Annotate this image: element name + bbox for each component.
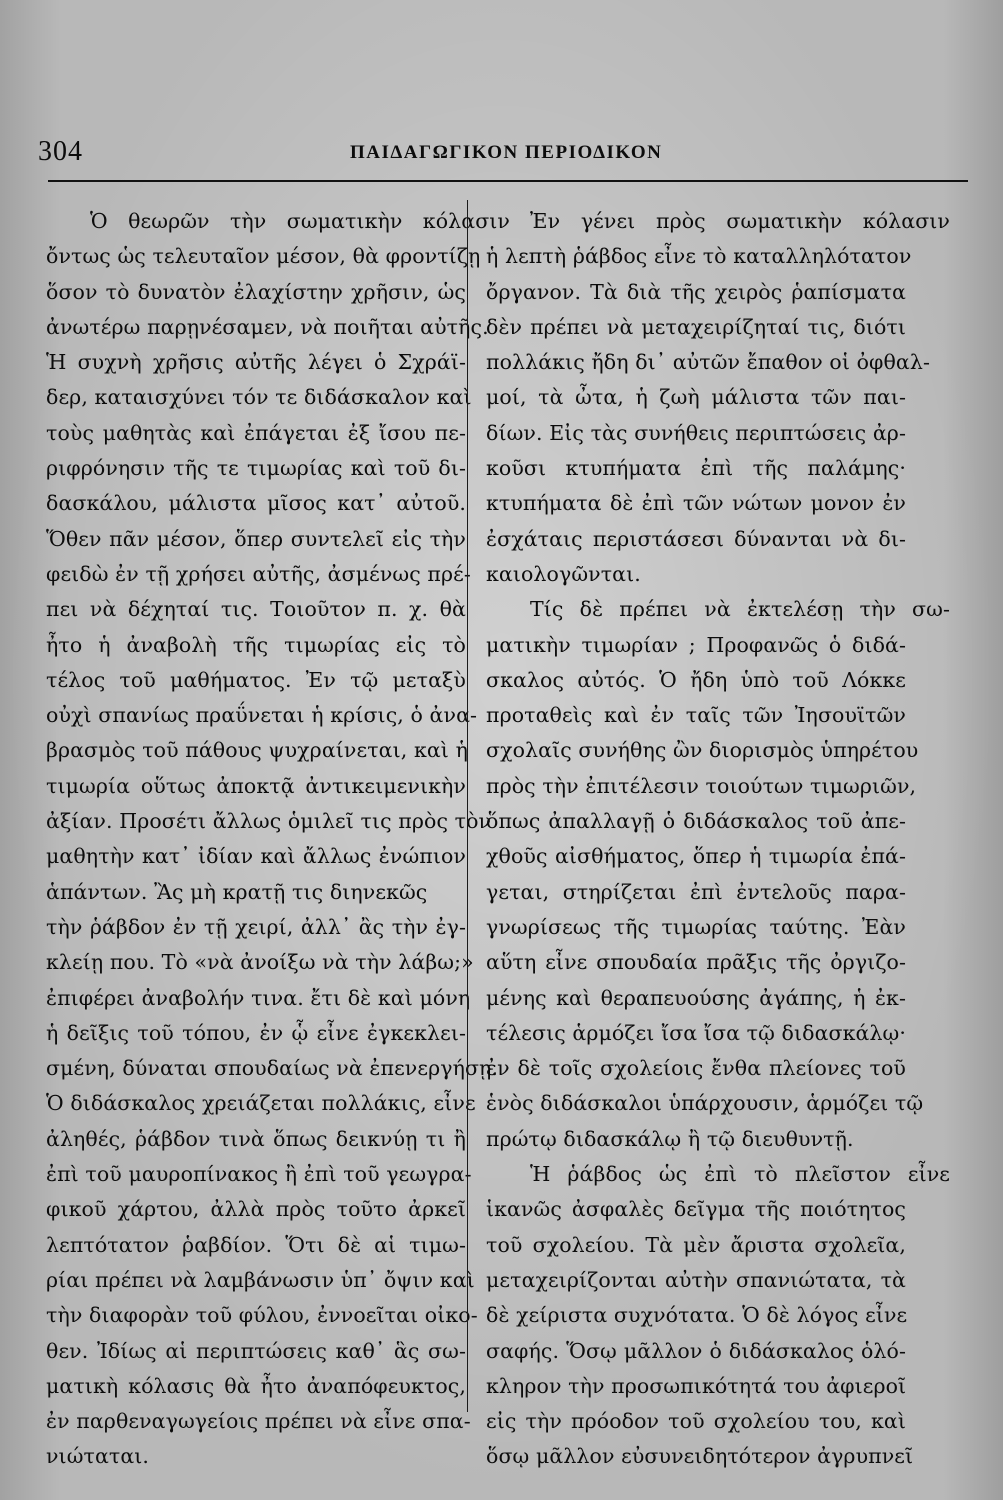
text-line: δασκάλου, μάλιστα μῖσος κατ᾽ αὐτοῦ.	[46, 491, 466, 516]
text-line: νιώταται.	[46, 1444, 150, 1469]
text-line: ὄντως ὡς τελευταῖον μέσον, θὰ φροντίζῃ	[46, 244, 481, 269]
text-line: Ὅθεν πᾶν μέσον, ὅπερ συντελεῖ εἰς τὴν	[46, 526, 466, 551]
text-line: ρίαι πρέπει νὰ λαμβάνωσιν ὑπ᾽ ὄψιν καὶ	[46, 1267, 475, 1292]
text-line: φειδὼ ἐν τῇ χρήσει αὐτῆς, ἀσμένως πρέ-	[46, 561, 471, 586]
text-line: ἐσχάταις περιστάσεσι δύνανται νὰ δι-	[486, 526, 906, 551]
text-line: ἐπὶ τοῦ μαυροπίνακος ἢ ἐπὶ τοῦ γεωγρα-	[46, 1162, 472, 1187]
text-line: κληρον τὴν προσωπικότητά του ἀφιεροῖ	[486, 1373, 907, 1398]
text-line: λεπτότατον ῥαβδίον. Ὅτι δὲ αἱ τιμω-	[46, 1232, 466, 1257]
text-line: προταθεὶς καὶ ἐν ταῖς τῶν Ἰησουϊτῶν	[486, 703, 906, 728]
text-line: ὅπως ἀπαλλαγῇ ὁ διδάσκαλος τοῦ ἀπε-	[486, 809, 906, 834]
text-line: τέλεσις ἁρμόζει ἴσα ἴσα τῷ διδασκάλῳ·	[486, 1020, 906, 1045]
text-line: σκαλος αὐτός. Ὁ ἤδη ὑπὸ τοῦ Λόκκε	[486, 667, 906, 692]
text-line: ὅσῳ μᾶλλον εὐσυνειδητότερον ἀγρυπνεῖ	[486, 1444, 914, 1469]
text-line: θεν. Ἰδίως αἱ περιπτώσεις καθ᾽ ἃς σω-	[46, 1338, 466, 1363]
text-line: τέλος τοῦ μαθήματος. Ἐν τῷ μεταξὺ	[46, 667, 466, 692]
text-line: ἐπιφέρει ἀναβολήν τινα. ἔτι δὲ καὶ μόνη	[46, 985, 471, 1010]
text-line: δὲν πρέπει νὰ μεταχειρίζηταί τις, διότι	[486, 314, 906, 339]
text-line: τὴν ῥάβδον ἐν τῇ χειρί, ἀλλ᾽ ἂς τὴν ἐγ-	[46, 914, 466, 939]
header-rule	[48, 180, 968, 182]
text-line: τοὺς μαθητὰς καὶ ἐπάγεται ἐξ ἴσου πε-	[46, 420, 466, 445]
text-line: οὐχὶ σπανίως πραΰνεται ἡ κρίσις, ὁ ἀνα-	[46, 703, 478, 728]
text-line: πρὸς τὴν ἐπιτέλεσιν τοιούτων τιμωριῶν,	[486, 773, 917, 798]
text-line: ριφρόνησιν τῆς τε τιμωρίας καὶ τοῦ δι-	[46, 456, 466, 481]
text-line: ἦτο ἡ ἀναβολὴ τῆς τιμωρίας εἰς τὸ	[46, 632, 466, 657]
text-line: ἡ λεπτὴ ῥάβδος εἶνε τὸ καταλληλότατον	[486, 244, 912, 269]
text-line: πρώτῳ διδασκάλῳ ἢ τῷ διευθυντῇ.	[486, 1126, 854, 1151]
right-column	[486, 204, 950, 1475]
text-line: ἐν παρθεναγωγείοις πρέπει νὰ εἶνε σπα-	[46, 1409, 471, 1434]
column-divider	[467, 200, 468, 1412]
text-line: Τίς δὲ πρέπει νὰ ἐκτελέσῃ τὴν σω-	[530, 597, 950, 622]
text-line: μοί, τὰ ὦτα, ἡ ζωὴ μάλιστα τῶν παι-	[486, 385, 906, 410]
text-line: χθοῦς αἰσθήματος, ὅπερ ἡ τιμωρία ἐπά-	[486, 844, 906, 869]
text-line: αὕτη εἶνε σπουδαία πρᾶξις τῆς ὀργιζο-	[486, 950, 906, 975]
text-line: ἑνὸς διδάσκαλοι ὑπάρχουσιν, ἁρμόζει τῷ	[486, 1091, 924, 1116]
text-line: δὲ χείριστα συχνότατα. Ὁ δὲ λόγος εἶνε	[486, 1303, 908, 1328]
text-line: σχολαῖς συνήθης ὢν διορισμὸς ὑπηρέτου	[486, 738, 919, 763]
text-line: γεται, στηρίζεται ἐπὶ ἐντελοῦς παρα-	[486, 879, 906, 904]
text-line: κλείῃ που. Τὸ «νὰ ἀνοίξω νὰ τὴν λάβω;»	[46, 950, 474, 975]
text-line: μαθητὴν κατ᾽ ἰδίαν καὶ ἄλλως ἐνώπιον	[46, 844, 466, 869]
text-line: ἡ δεῖξις τοῦ τόπου, ἐν ᾧ εἶνε ἐγκεκλει-	[46, 1020, 466, 1045]
text-line: σμένη, δύναται σπουδαίως νὰ ἐπενεργήσῃ.	[46, 1056, 499, 1081]
page-header	[38, 136, 966, 176]
text-line: ἁπάντων. Ἂς μὴ κρατῇ τις διηνεκῶς	[46, 879, 428, 904]
text-line: ἐν δὲ τοῖς σχολείοις ἔνθα πλείονες τοῦ	[486, 1056, 906, 1081]
page-number: 304	[38, 136, 83, 167]
text-line: μεταχειρίζονται αὐτὴν σπανιώτατα, τὰ	[486, 1267, 906, 1292]
text-line: σαφής. Ὅσῳ μᾶλλον ὁ διδάσκαλος ὁλό-	[486, 1338, 906, 1363]
text-line: γνωρίσεως τῆς τιμωρίας ταύτης. Ἐὰν	[486, 914, 906, 939]
text-line: ἀνωτέρω παρῃνέσαμεν, νὰ ποιῆται αὐτῆς.	[46, 314, 489, 339]
text-line: φικοῦ χάρτου, ἀλλὰ πρὸς τοῦτο ἀρκεῖ	[46, 1197, 466, 1222]
text-line: μένης καὶ θεραπευούσης ἀγάπης, ἡ ἐκ-	[486, 985, 906, 1010]
left-column	[46, 204, 510, 1475]
text-line: τὴν διαφορὰν τοῦ φύλου, ἐννοεῖται οἰκο-	[46, 1303, 478, 1328]
text-line: ματικὴ κόλασις θὰ ἦτο ἀναπόφευκτος,	[46, 1373, 466, 1398]
text-line: Ἡ συχνὴ χρῆσις αὐτῆς λέγει ὁ Σχράϊ-	[46, 350, 466, 375]
text-line: ὅσον τὸ δυνατὸν ἐλαχίστην χρῆσιν, ὡς	[46, 279, 466, 304]
text-line: κοῦσι κτυπήματα ἐπὶ τῆς παλάμης·	[486, 456, 906, 481]
text-line: ὄργανον. Τὰ διὰ τῆς χειρὸς ῥαπίσματα	[486, 279, 906, 304]
text-line: τοῦ σχολείου. Τὰ μὲν ἄριστα σχολεῖα,	[486, 1232, 906, 1257]
text-line: βρασμὸς τοῦ πάθους ψυχραίνεται, καὶ ἡ	[46, 738, 468, 763]
text-line: εἰς τὴν πρόοδον τοῦ σχολείου του, καὶ	[486, 1409, 906, 1434]
text-line: Ὁ θεωρῶν τὴν σωματικὴν κόλασιν	[90, 209, 510, 233]
text-line: ἀξίαν. Προσέτι ἄλλως ὁμιλεῖ τις πρὸς τὸν	[46, 809, 492, 834]
text-line: δίων. Εἰς τὰς συνήθεις περιπτώσεις ἀρ-	[486, 420, 906, 445]
text-line: ματικὴν τιμωρίαν ; Προφανῶς ὁ διδά-	[486, 632, 906, 657]
text-line: ἱκανῶς ἀσφαλὲς δεῖγμα τῆς ποιότητος	[486, 1197, 906, 1222]
text-line: κτυπήματα δὲ ἐπὶ τῶν νώτων μονον ἐν	[486, 491, 906, 516]
text-line: Ὁ διδάσκαλος χρειάζεται πολλάκις, εἶνε	[46, 1091, 476, 1116]
text-line: καιολογῶνται.	[486, 561, 641, 586]
text-line: πει νὰ δέχηταί τις. Τοιοῦτον π. χ. θὰ	[46, 597, 466, 622]
text-line: ἀληθές, ῥάβδον τινὰ ὅπως δεικνύῃ τι ἢ	[46, 1126, 466, 1151]
text-line: δερ, καταισχύνει τόν τε διδάσκαλον καὶ	[46, 385, 472, 410]
text-line: πολλάκις ἤδη δι᾽ αὐτῶν ἔπαθον οἱ ὀφθαλ-	[486, 350, 930, 375]
text-line: Ἐν γένει πρὸς σωματικὴν κόλασιν	[530, 209, 950, 233]
text-line: τιμωρία οὕτως ἀποκτᾷ ἀντικειμενικὴν	[46, 773, 466, 798]
running-title: ΠΑΙΔΑΓΩΓΙΚΟΝ ΠΕΡΙΟΔΙΚΟΝ	[350, 142, 663, 163]
text-line: Ἡ ῥάβδος ὡς ἐπὶ τὸ πλεῖστον εἶνε	[530, 1162, 950, 1187]
